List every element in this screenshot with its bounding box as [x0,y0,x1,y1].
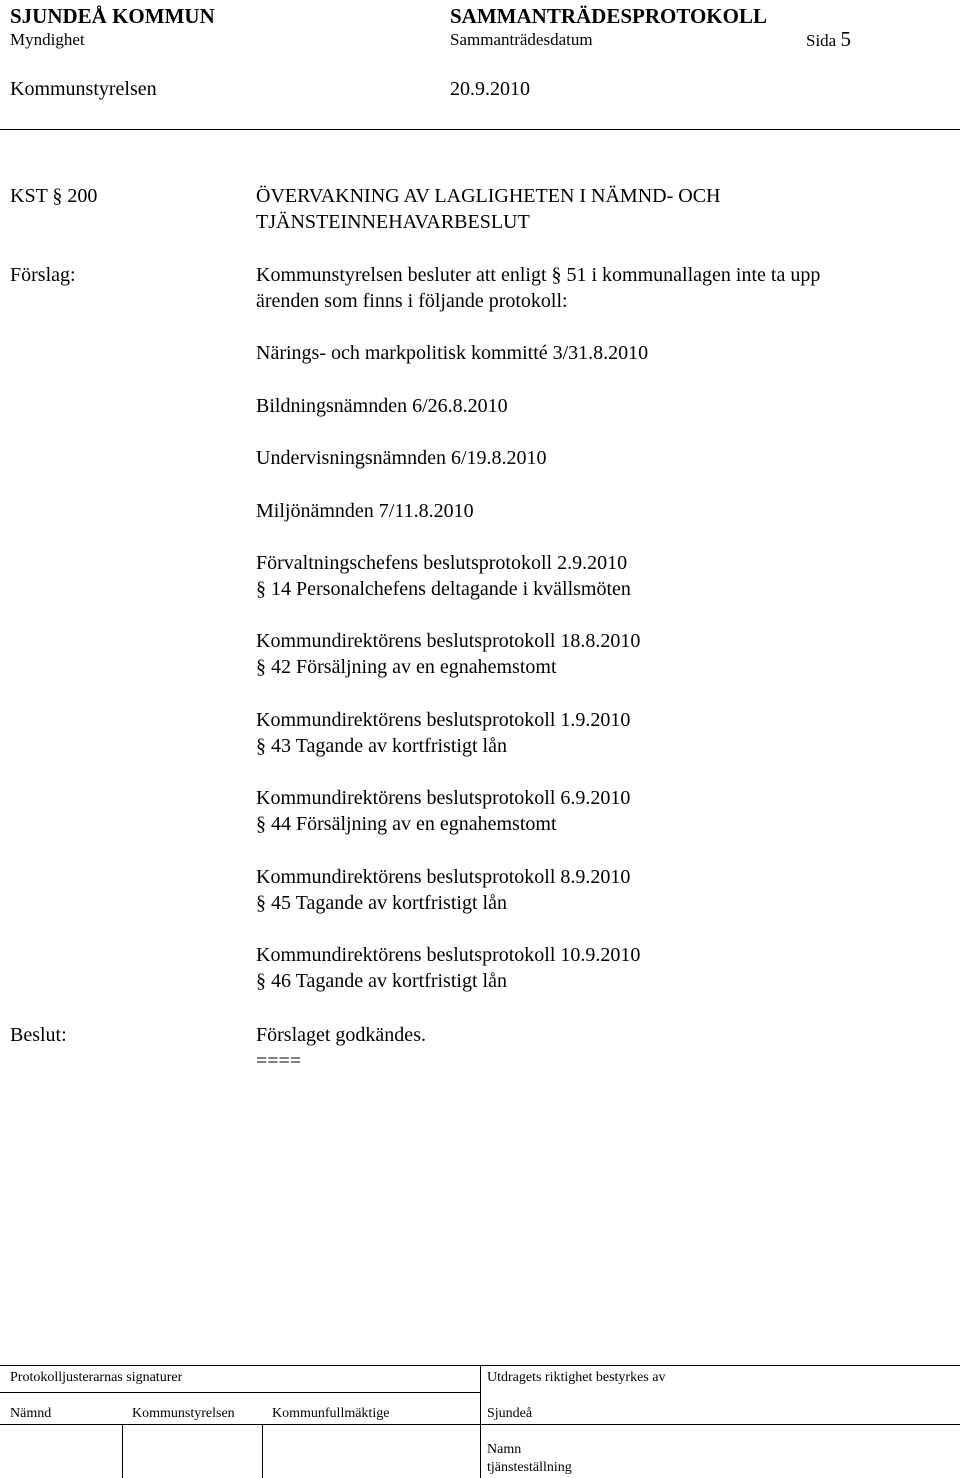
protocol-title: Kommundirektörens beslutsprotokoll 6.9.2010 [256,787,631,809]
footer-center-divider [480,1365,481,1478]
footer-col-divider-2 [262,1424,263,1478]
protocol-detail: § 14 Personalchefens deltagande i kvällsmöten [256,578,631,600]
meeting-date: 20.9.2010 [450,78,530,100]
date-label: Sammanträdesdatum [450,30,593,49]
item-code: KST § 200 [10,185,98,207]
protocol-title: Närings- och markpolitisk kommitté 3/31.8.2010 [256,342,649,364]
proposal-line-1: Kommunstyrelsen besluter att enligt § 51 i kommunallagen inte ta upp [256,264,821,286]
position-label: tjänsteställning [487,1460,572,1475]
protocol-title: Kommundirektörens beslutsprotokoll 10.9.2010 [256,944,641,966]
protocol-detail: § 44 Försäljning av en egnahemstomt [256,813,557,835]
place-label: Sjundeå [487,1406,533,1421]
municipality-name: SJUNDEÅ KOMMUN [10,4,215,28]
item-title-line-1: ÖVERVAKNING AV LAGLIGHETEN I NÄMND- OCH [256,185,721,207]
footer-right-row-rule [480,1424,960,1425]
protocol-title: Bildningsnämnden 6/26.8.2010 [256,395,508,417]
decision-label: Beslut: [10,1024,67,1046]
page-label: Sida [806,31,837,50]
protocol-title: Kommundirektörens beslutsprotokoll 8.9.2010 [256,866,631,888]
certify-label: Utdragets riktighet bestyrkes av [487,1370,666,1385]
protocol-detail: § 46 Tagande av kortfristigt lån [256,970,507,992]
footer-row-rule [0,1424,480,1425]
header-divider [0,129,960,130]
signatures-label: Protokolljusterarnas signaturer [10,1370,183,1385]
protocol-title: Kommundirektörens beslutsprotokoll 1.9.2010 [256,709,631,731]
footer-col-divider-1 [122,1424,123,1478]
protocol-detail: § 42 Försäljning av en egnahemstomt [256,656,557,678]
col-namnd: Nämnd [10,1406,52,1421]
protocol-detail: § 43 Tagande av kortfristigt lån [256,735,507,757]
authority-name: Kommunstyrelsen [10,78,157,100]
col-kommunfullmaktige: Kommunfullmäktige [272,1406,390,1421]
decision-text: Förslaget godkändes. [256,1024,426,1046]
authority-label: Myndighet [10,30,85,49]
footer-mid-rule [0,1392,480,1393]
col-kommunstyrelsen: Kommunstyrelsen [132,1406,235,1421]
page-number: 5 [840,27,851,51]
protocol-detail: § 45 Tagande av kortfristigt lån [256,892,507,914]
protocol-title: Kommundirektörens beslutsprotokoll 18.8.2010 [256,630,641,652]
protocol-title: Miljönämnden 7/11.8.2010 [256,500,474,522]
item-title-line-2: TJÄNSTEINNEHAVARBESLUT [256,211,530,233]
page-indicator [806,27,851,52]
name-label: Namn [487,1442,522,1457]
document-type: SAMMANTRÄDESPROTOKOLL [450,4,767,28]
protocol-title: Förvaltningschefens beslutsprotokoll 2.9.2010 [256,552,628,574]
end-mark: ==== [256,1050,302,1072]
protocol-title: Undervisningsnämnden 6/19.8.2010 [256,447,547,469]
proposal-line-2: ärenden som finns i följande protokoll: [256,290,568,312]
proposal-label: Förslag: [10,264,76,286]
